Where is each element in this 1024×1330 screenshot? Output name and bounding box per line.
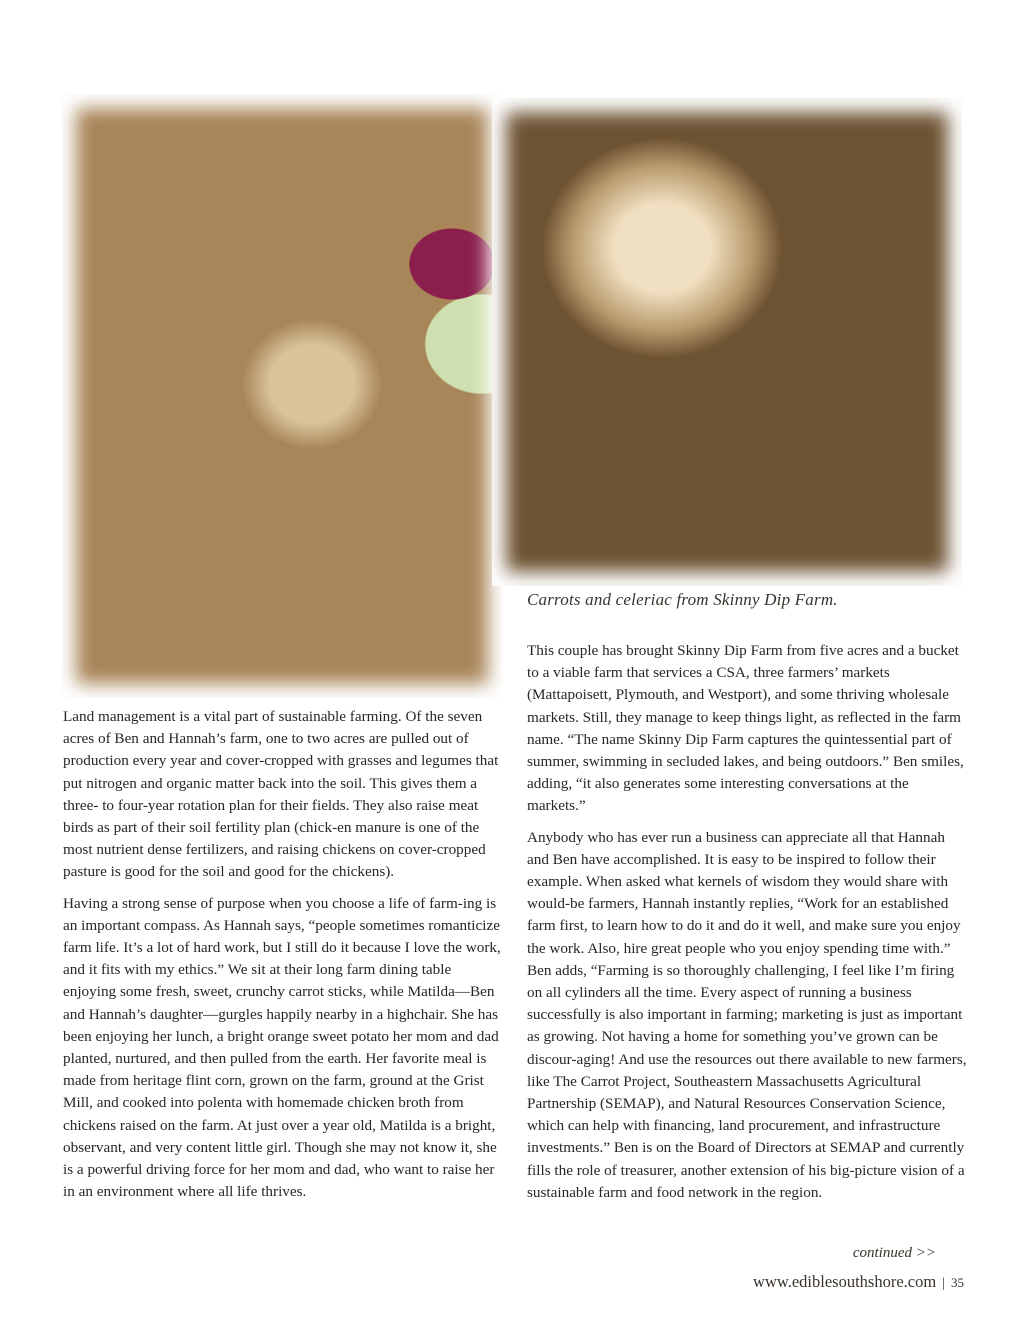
- continued-link[interactable]: continued >>: [852, 1245, 936, 1261]
- left-text-column: [63, 706, 501, 1212]
- photo-caption: Carrots and celeriac from Skinny Dip Farm.: [527, 590, 838, 609]
- carrots-celeriac-photo: [62, 94, 502, 698]
- right-text-column: [527, 640, 967, 1213]
- body-paragraph: This couple has brought Skinny Dip Farm from five acres and a bucket to a viable farm that services a CSA, three farmers’ markets (Mattapoisett, Plymouth, and Westport), and some thriving wholesale markets. Still, they manage to keep things light, as reflected in the farm name. “The name Skinny Dip Farm captures the quintessential part of summer, swimming in secluded lakes, and being outdoors.” Ben smiles, adding, “it also generates some interesting conversations at the markets.”: [527, 642, 964, 815]
- body-paragraph: Land management is a vital part of sustainable farming. Of the seven acres of Ben and Hannah’s farm, one to two acres are pulled out of production every year and cover-cropped with grasses and legumes that put nitrogen and organic matter back into the soil. This gives them a three- to four-year rotation plan for their fields. They also raise meat birds as part of their soil fertility plan (chick-en manure is one of the most nutrient dense fertilizers, and raising chickens on cover-cropped pasture is good for the soil and good for the chickens).: [63, 708, 499, 881]
- page-footer: [753, 1272, 964, 1292]
- page-number: 35: [951, 1275, 964, 1290]
- celeriac-basket-photo: [492, 98, 962, 586]
- body-paragraph: Having a strong sense of purpose when you choose a life of farm-ing is an important compass. As Hannah says, “people sometimes romanticize farm life. It’s a lot of hard work, but I still do it because I love the work, and it fits with my ethics.” We sit at their long farm dining table enjoying some fresh, sweet, crunchy carrot sticks, while Matilda—Ben and Hannah’s daughter—gurgles happily nearby in a highchair. She has been enjoying her lunch, a bright orange sweet potato her mom and dad planted, nurtured, and then pulled from the earth. Her favorite meal is made from heritage flint corn, grown on the farm, ground at the Grist Mill, and cooked into polenta with homemade chicken broth from chickens raised on the farm. At just over a year old, Matilda is a bright, observant, and very content little girl. Though she may not know it, she is a powerful driving force for her mom and dad, who want to raise her in an environment where all life thrives.: [63, 894, 501, 1201]
- footer-separator: |: [942, 1276, 945, 1291]
- body-paragraph: Anybody who has ever run a business can appreciate all that Hannah and Ben have accomplished. It is easy to be inspired to follow their example. When asked what kernels of wisdom they would share with would-be farmers, Hannah instantly replies, “Work for an established farm first, to learn how to do it and do it well, and make sure you enjoy the work. Also, hire great people who you enjoy spending time with.” Ben adds, “Farming is so thoroughly challenging, I feel like I’m firing on all cylinders all the time. Every aspect of running a business successfully is also important in farming; marketing is just as important as growing. Not having a home for something you’ve grown can be discour-aging! And use the resources out there available to new farmers, like The Carrot Project, Southeastern Massachusetts Agricultural Partnership (SEMAP), and Natural Resources Conservation Science, which can help with financing, land procurement, and infrastructure investments.” Ben is on the Board of Directors at SEMAP and currently fills the role of treasurer, another extension of his big-picture vision of a sustainable farm and food network in the region.: [527, 828, 967, 1201]
- website-url[interactable]: www.ediblesouthshore.com: [753, 1272, 937, 1291]
